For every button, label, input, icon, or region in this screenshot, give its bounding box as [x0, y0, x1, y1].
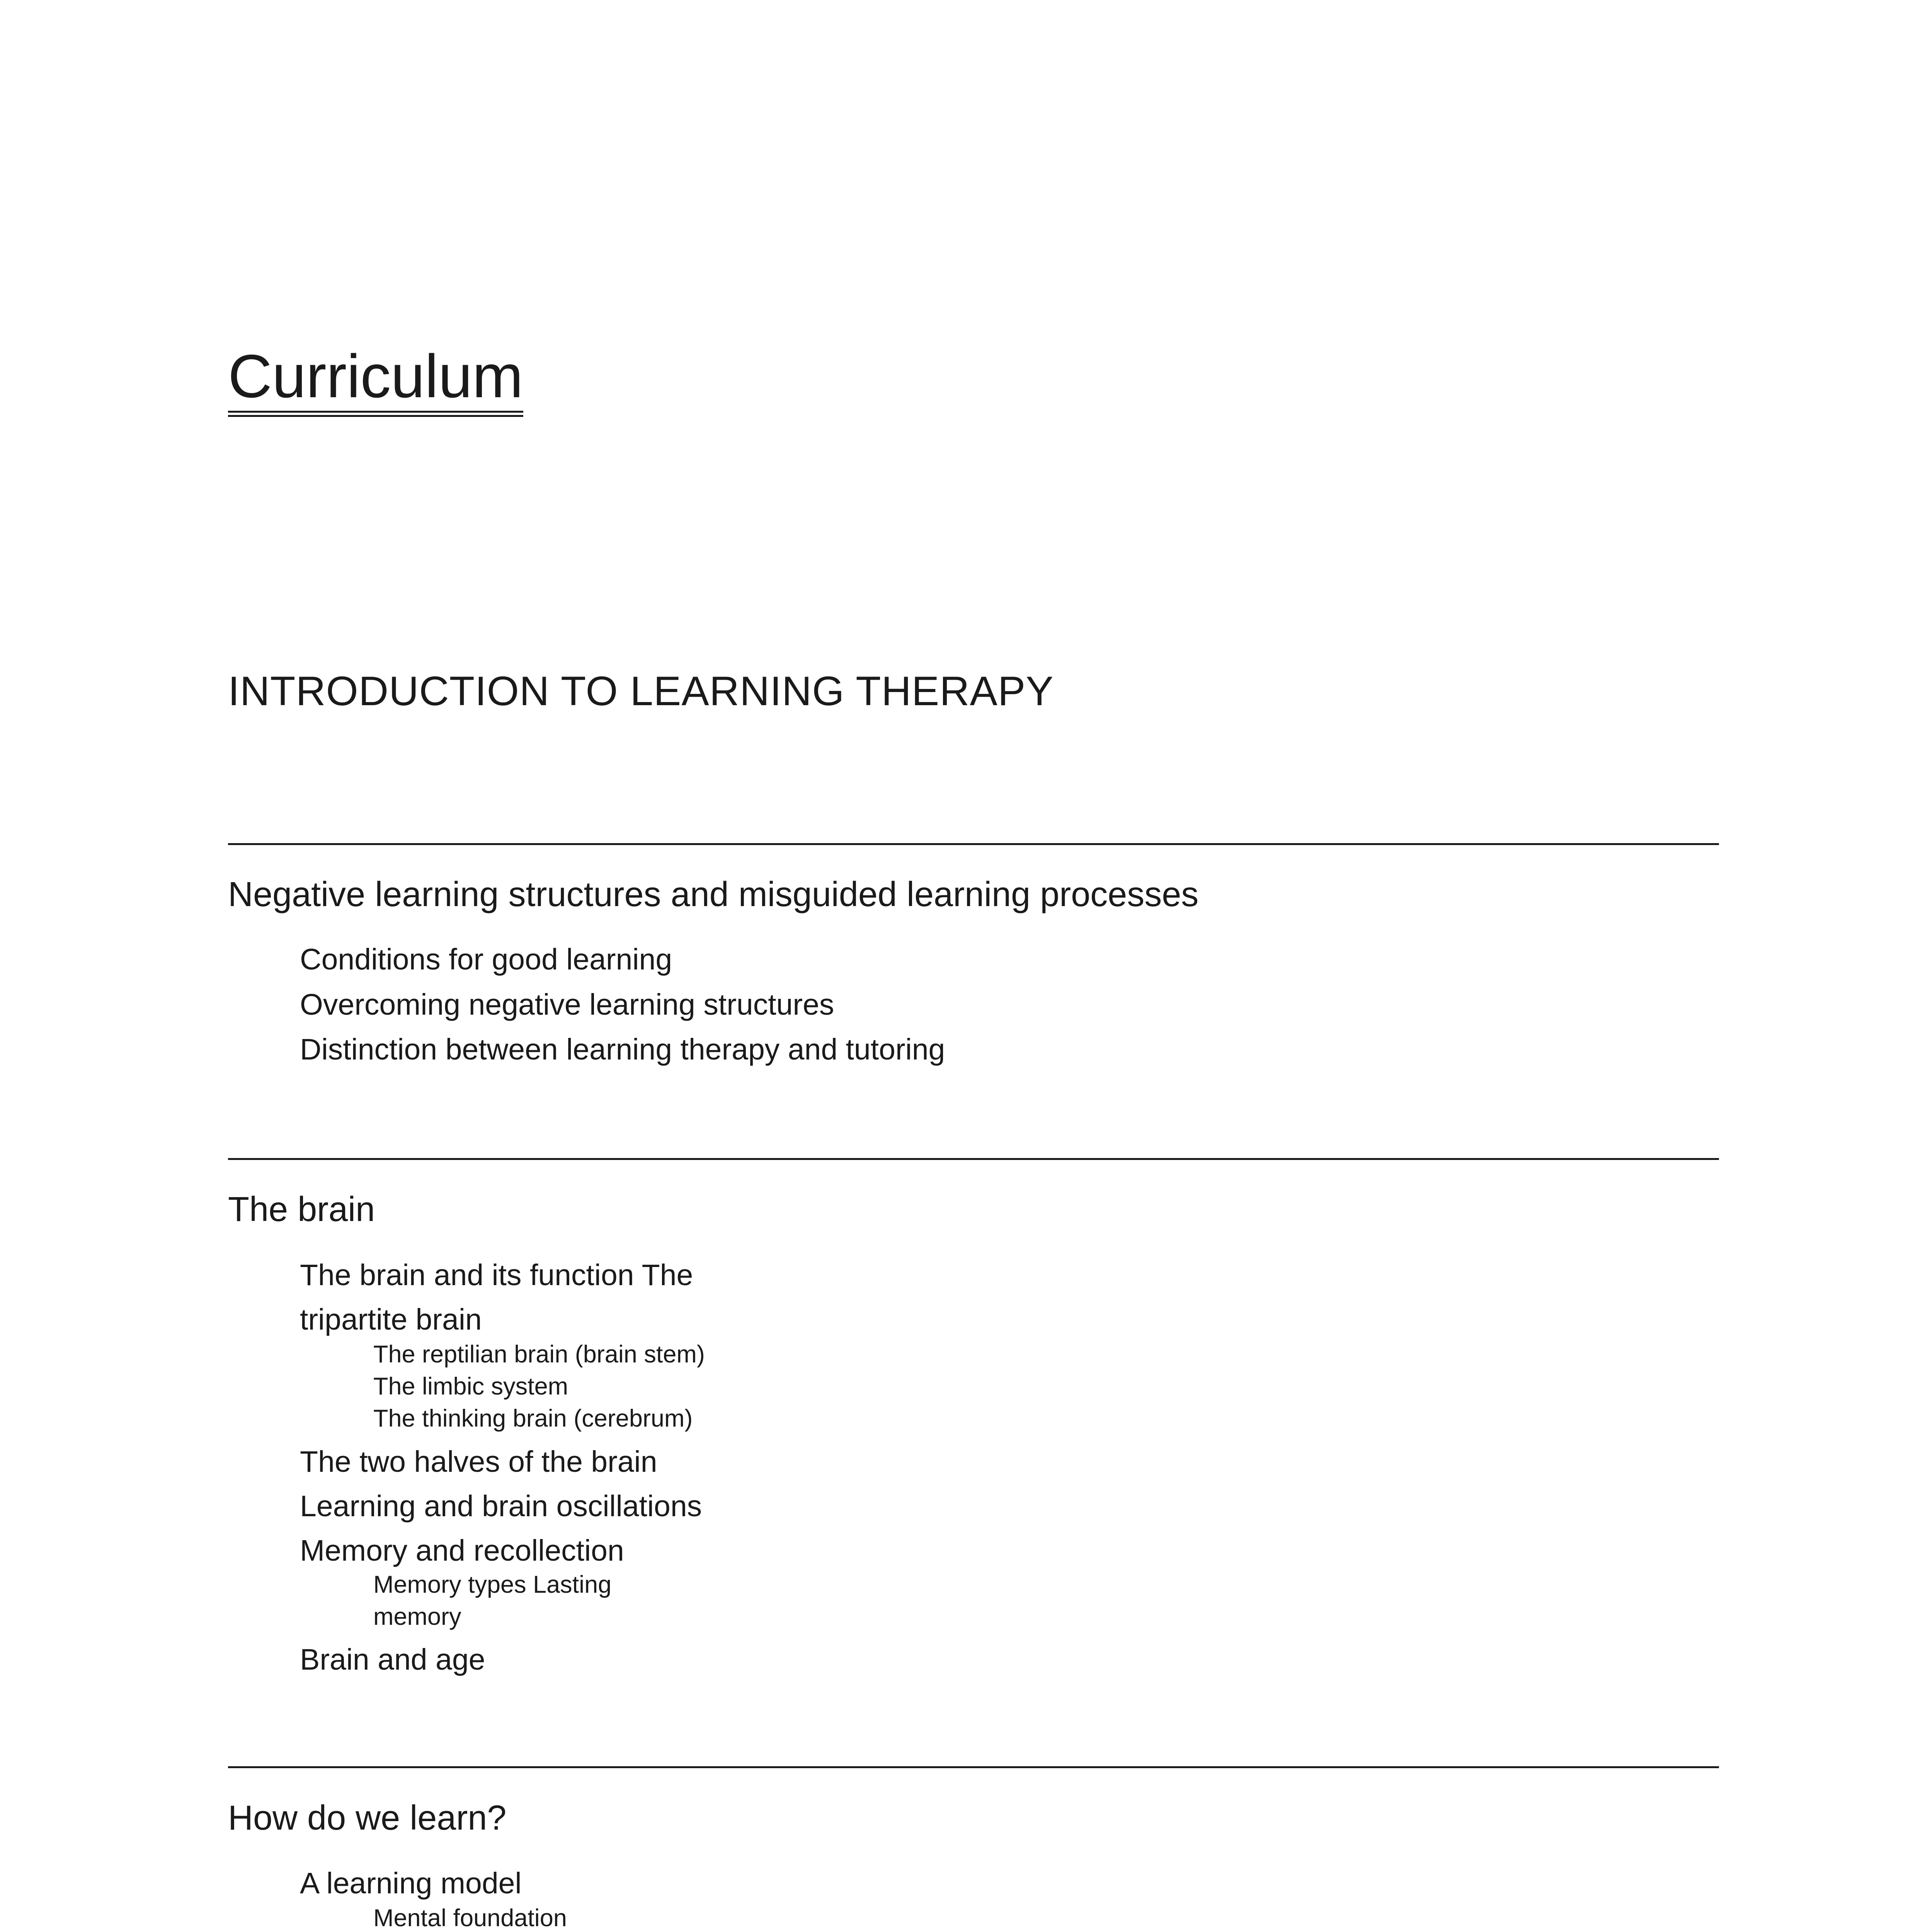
section-heading-how-do-we-learn: How do we learn? [228, 1799, 507, 1837]
section-heading-negative-learning: Negative learning structures and misguided learning processes [228, 875, 1199, 914]
sub-list-item: Mental foundation [373, 1905, 567, 1932]
list-item: Distinction between learning therapy and tutoring [300, 1033, 945, 1066]
sub-list-item: Memory types Lasting [373, 1571, 612, 1598]
list-item: The two halves of the brain [300, 1445, 657, 1478]
list-item: Overcoming negative learning structures [300, 988, 834, 1021]
list-item: A learning model [300, 1867, 522, 1900]
sub-list-item: The limbic system [373, 1373, 568, 1400]
section-divider [228, 843, 1719, 845]
list-item: Conditions for good learning [300, 943, 672, 976]
sub-list-item: The reptilian brain (brain stem) [373, 1341, 705, 1368]
list-item: The brain and its function The [300, 1259, 693, 1292]
section-heading-the-brain: The brain [228, 1190, 375, 1229]
list-item: Memory and recollection [300, 1534, 624, 1567]
section-divider [228, 1158, 1719, 1160]
list-item: tripartite brain [300, 1303, 482, 1336]
list-item: Brain and age [300, 1643, 485, 1676]
document-title: Curriculum [228, 346, 523, 417]
document-subtitle: INTRODUCTION TO LEARNING THERAPY [228, 668, 1054, 714]
section-divider [228, 1766, 1719, 1768]
sub-list-item: memory [373, 1603, 461, 1630]
sub-list-item: The thinking brain (cerebrum) [373, 1405, 693, 1432]
list-item: Learning and brain oscillations [300, 1490, 702, 1523]
